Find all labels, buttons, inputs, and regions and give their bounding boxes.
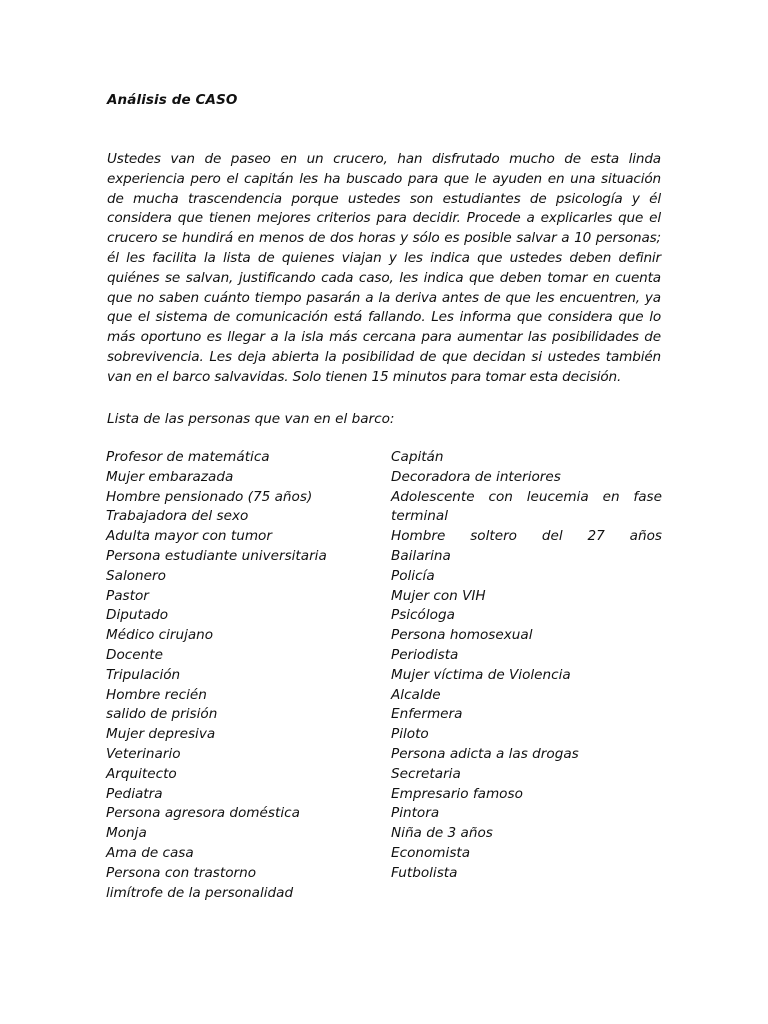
list-item: Ama de casa bbox=[106, 844, 194, 861]
list-item: Persona adicta a las drogas bbox=[391, 745, 579, 762]
list-item: limítrofe de la personalidad bbox=[106, 884, 294, 901]
list-item: Tripulación bbox=[106, 666, 181, 683]
list-item: Policía bbox=[391, 567, 435, 584]
list-item: Monja bbox=[106, 825, 147, 842]
list-heading: Lista de las personas que van en el barco: bbox=[107, 411, 395, 427]
list-item: Empresario famoso bbox=[391, 785, 523, 802]
passenger-list-right bbox=[391, 448, 662, 884]
list-item: Persona estudiante universitaria bbox=[106, 547, 327, 564]
list-item: Economista bbox=[391, 844, 471, 861]
list-item: Mujer embarazada bbox=[106, 468, 234, 485]
list-item: Bailarina bbox=[391, 547, 451, 564]
list-item: Adulta mayor con tumor bbox=[106, 528, 272, 545]
list-item: Mujer con VIH bbox=[391, 587, 486, 604]
list-item: Capitán bbox=[391, 449, 444, 465]
list-item: Pediatra bbox=[106, 785, 163, 802]
list-item: Mujer víctima de Violencia bbox=[391, 666, 571, 683]
document-title: Análisis de CASO bbox=[107, 92, 238, 108]
passenger-list-left bbox=[106, 448, 351, 903]
list-item: Profesor de matemática bbox=[106, 449, 270, 465]
list-item: Decoradora de interiores bbox=[391, 468, 561, 485]
list-item: Pastor bbox=[106, 587, 149, 604]
case-description-paragraph: Ustedes van de paseo en un crucero, han disfrutado mucho de esta linda experiencia pero el capitán les ha buscado para que le ayuden en una situación de mucha trascendencia porque ustedes son estudiantes de psicología y él considera que tienen mejores criterios para decidir. Procede a explicarles que el crucero se hundirá en menos de dos horas y sólo es posible salvar a 10 personas; él les facilita la lista de quienes viajan y les indica que ustedes deben definir quiénes se salvan, justificando cada caso, les indica que deben tomar en cuenta que no saben cuánto tiempo pasarán a la deriva antes de que les encuentren, ya que el sistema de comunicación está fallando. Les informa que considera que lo más oportuno es llegar a la isla más cercana para aumentar las posibilidades de sobrevivencia. Les deja abierta la posibilidad de que decidan si ustedes también van en el barco salvavidas. Solo tienen 15 minutos para tomar esta decisión. bbox=[107, 151, 661, 385]
list-item: salido de prisión bbox=[106, 706, 218, 723]
list-item: Mujer depresiva bbox=[106, 726, 216, 743]
list-item: Piloto bbox=[391, 726, 429, 743]
list-item: Médico cirujano bbox=[106, 627, 214, 644]
list-item: Trabajadora del sexo bbox=[106, 508, 249, 525]
list-item: Periodista bbox=[391, 646, 459, 663]
list-item: Pintora bbox=[391, 805, 440, 822]
list-item: Niña de 3 años bbox=[391, 825, 493, 842]
list-item: terminal bbox=[391, 508, 449, 525]
list-item: Hombre pensionado (75 años) bbox=[106, 488, 313, 505]
list-item: Adolescente con leucemia en fase bbox=[391, 488, 662, 505]
list-item: Psicóloga bbox=[391, 607, 455, 624]
list-item: Futbolista bbox=[391, 864, 458, 881]
list-item: Alcalde bbox=[391, 686, 441, 703]
list-item: Persona homosexual bbox=[391, 627, 533, 644]
list-item: Enfermera bbox=[391, 706, 463, 723]
list-item: Arquitecto bbox=[106, 765, 177, 782]
list-item: Persona agresora doméstica bbox=[106, 805, 300, 822]
list-item: Salonero bbox=[106, 567, 166, 584]
list-item: Docente bbox=[106, 646, 163, 663]
list-item: Hombre recién bbox=[106, 686, 207, 703]
list-item: Hombre soltero del 27 años bbox=[391, 528, 662, 545]
list-item: Diputado bbox=[106, 607, 169, 624]
list-item: Persona con trastorno bbox=[106, 864, 257, 881]
list-item: Secretaria bbox=[391, 765, 461, 782]
list-item: Veterinario bbox=[106, 745, 181, 762]
